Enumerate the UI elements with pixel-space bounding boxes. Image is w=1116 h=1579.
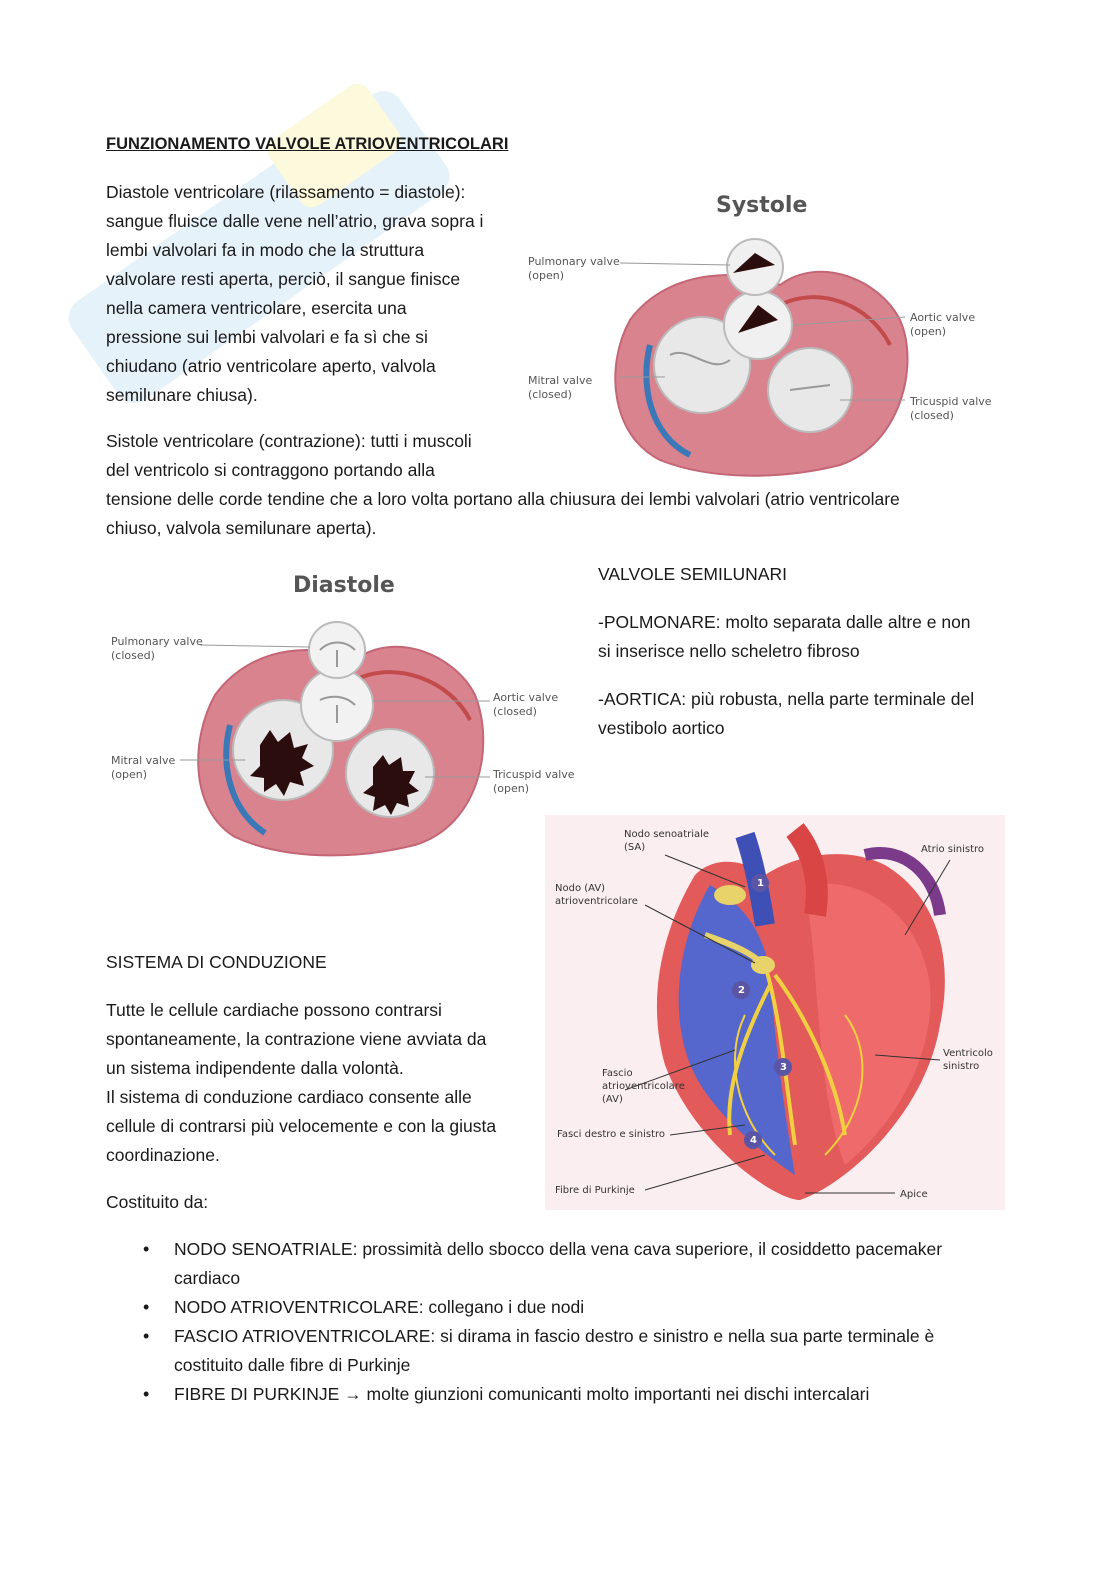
figure-title: Systole [716,193,808,218]
label-tricuspid: Tricuspid valve (closed) [910,395,992,422]
text-line: coordinazione. [106,1145,220,1165]
text-line: Il sistema di conduzione cardiaco consente alle [106,1087,472,1107]
list-item: • NODO SENOATRIALE: prossimità dello sbocco della vena cava superiore, il cosiddetto pacemaker cardiaco [106,1235,1006,1293]
label-mitral: Mitral valve (closed) [528,374,593,401]
semilunari-section [598,560,1018,743]
label-aortic: Aortic valve (closed) [493,691,559,718]
label-tricuspid: Tricuspid valve (open) [493,768,575,795]
section-heading: VALVOLE SEMILUNARI [598,564,787,584]
step-number: 3 [780,1062,787,1073]
step-number: 2 [738,985,745,996]
text-line: chiudano (atrio ventricolare aperto, valvola [106,356,436,376]
label-apice: Apice [900,1189,928,1200]
list-item: • FASCIO ATRIOVENTRICOLARE: si dirama in fascio destro e sinistro e nella sua parte terminale è costituito dalle fibre di Purkinje [106,1322,1006,1380]
label-av-node: Nodo (AV) atrioventricolare [555,883,638,907]
text-line: Sistole ventricolare (contrazione): tutti i muscoli [106,431,472,451]
label-fasci: Fasci destro e sinistro [557,1129,666,1140]
text-line: chiuso, valvola semilunare aperta). [106,518,377,538]
heart-illustration [545,815,1005,1210]
label-ventricolo: Ventricolo sinistro [943,1048,993,1072]
text-line: pressione sui lembi valvolari e fa sì che si [106,327,428,347]
text-line: Diastole ventricolare (rilassamento = diastole): [106,182,466,202]
label-fibre: Fibre di Purkinje [555,1185,635,1196]
conduction-figure [545,815,1005,1210]
list-item: • FIBRE DI PURKINJE → molte giunzioni comunicanti molto importanti nei dischi intercalari [106,1380,1006,1409]
label-aortic: Aortic valve (open) [910,311,976,338]
text-line: tensione delle corde tendine che a loro volta portano alla chiusura dei lembi valvolari (atrio ventricolare [106,489,900,509]
label-atrio-sinistro: Atrio sinistro [921,844,985,855]
step-number: 1 [757,878,764,889]
text-line: semilunare chiusa). [106,385,258,405]
label-pulmonary: Pulmonary valve (open) [528,255,620,282]
label-fascio: Fascio atrioventricolare (AV) [602,1068,685,1105]
text-line: -AORTICA: più robusta, nella parte terminale del [598,689,975,709]
text-line: cellule di contrarsi più velocemente e con la giusta [106,1116,497,1136]
text-line: -POLMONARE: molto separata dalle altre e non [598,612,971,632]
conduzione-section [106,948,536,1217]
diastole-paragraph [106,178,526,410]
label-pulmonary: Pulmonary valve (closed) [111,635,203,662]
text-line: Tutte le cellule cardiache possono contrarsi [106,1000,442,1020]
text-line: Costituito da: [106,1192,209,1212]
text-line: spontaneamente, la contrazione viene avviata da [106,1029,487,1049]
components-list [106,1235,1006,1409]
text-line: del ventricolo si contraggono portando alla [106,460,435,480]
section-heading: FUNZIONAMENTO VALVOLE ATRIOVENTRICOLARI [106,135,509,153]
text-line: un sistema indipendente dalla volontà. [106,1058,404,1078]
diastole-figure [105,565,585,860]
text-line: valvolare resti aperta, perciò, il sangue finisce [106,269,461,289]
text-line: lembi valvolari fa in modo che la struttura [106,240,425,260]
text-line: vestibolo aortico [598,718,725,738]
text-line: si inserisce nello scheletro fibroso [598,641,860,661]
list-item: • NODO ATRIOVENTRICOLARE: collegano i due nodi [106,1293,1006,1322]
label-mitral: Mitral valve (open) [111,754,176,781]
text-line: nella camera ventricolare, esercita una [106,298,407,318]
section-heading: SISTEMA DI CONDUZIONE [106,952,327,972]
text-line: sangue fluisce dalle vene nell’atrio, grava sopra i [106,211,484,231]
systole-figure [520,185,1010,480]
step-number: 4 [750,1135,757,1146]
label-sa-node: Nodo senoatriale (SA) [624,829,710,853]
figure-title: Diastole [293,573,395,598]
